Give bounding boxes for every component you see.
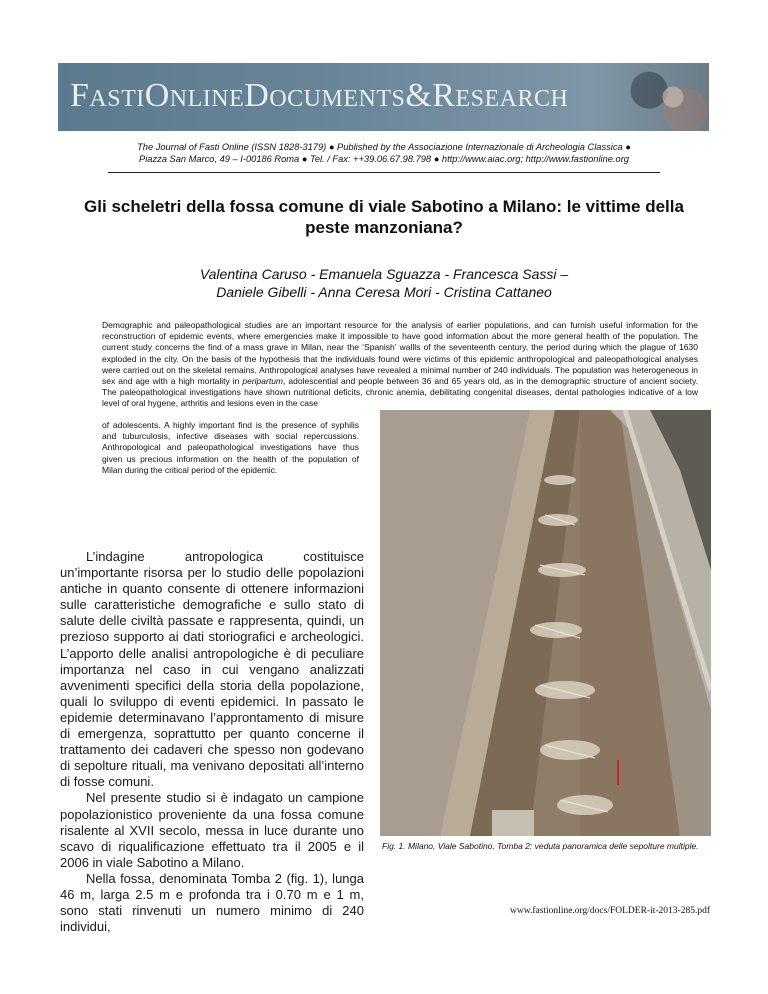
body-paragraph-3: Nella fossa, denominata Tomba 2 (fig. 1), lunga 46 m, larga 2.5 m e profonda tra i 0.70 m e 1 m, sono stati rinvenuti un numero minimo di 240 individui, <box>60 870 364 935</box>
abstract-text-1: Demographic and paleopathological studies are an important resource for the analysis of earlier populations, and can furnish useful information for the reconstruction of epidemic events, where emergencies make it impossible to have good information about the more general health of the population. The current study concerns the find of a mass grave in Milan, near the ‘Spanish’ wallls of the seventeenth century, the period during which the plague of 1630 exploded in the city. On the basis of the hypothesis that the individuals found were victims of this epidemic anthropological and paleopathological analyses were carried out on the skeletal remains. Anthropological analyses have revealed a minimal number of 240 individuals. The population was heterogeneous in sex and age with a high mortality in <box>102 320 698 387</box>
authors-line-2: Daniele Gibelli - Anna Ceresa Mori - Cristina Cattaneo <box>216 284 552 300</box>
journal-info-line-1: The Journal of Fasti Online (ISSN 1828-3179) ● Published by the Associazione Internazionale di Archeologia Classica ● <box>137 142 631 152</box>
banner-decoration <box>589 63 709 131</box>
body-text <box>60 549 364 935</box>
abstract-continued: of adolescents. A highly important find is the presence of syphilis and tuburculosis, infective diseases with social repercussions. Anthropological and paleopathological investigations have thus given us precious information on the health of the population of Milan during the critical period of the epidemic. <box>102 420 359 475</box>
body-paragraph-1: L’indagine antropologica costituisce un’importante risorsa per lo studio delle popolazioni antiche in quanto consente di ottenere informazioni sulle caratteristiche demografiche e sullo stato di salute delle civiltà passate e rappresenta, quindi, un prezioso supporto ai dati storiografici e archeologici. L’apporto delle analisi antropologiche è di peculiare importanza nel caso in cui vengano analizzati avvenimenti specifici della storia della popolazione, quali lo sviluppo di eventi epidemici. In passato le epidemie determinavano l’approntamento di misure di emergenza, soprattutto per quanto concerne il trattamento dei cadaveri che spesso non godevano di sepolture rituali, ma venivano depositati all’interno di fosse comuni. <box>60 549 364 790</box>
abstract-italic-term: peripartum <box>242 376 284 387</box>
header-divider <box>108 172 660 173</box>
article-title-line-2: peste manzoniana? <box>305 218 463 237</box>
figure-caption: Fig. 1. Milano, Viale Sabotino, Tomba 2: veduta panoramica delle sepolture multiple. <box>382 841 699 851</box>
journal-info-line-2: Piazza San Marco, 49 – I-00186 Roma ● Tel. / Fax: ++39.06.67.98.798 ● http://www.aiac.org; http://www.fastionline.org <box>139 154 629 164</box>
journal-banner <box>58 63 709 131</box>
authors-line-1: Valentina Caruso - Emanuela Sguazza - Francesca Sassi – <box>199 266 569 282</box>
journal-info <box>0 141 768 165</box>
excavation-photo-illustration <box>380 410 711 836</box>
footer-url[interactable]: www.fastionline.org/docs/FOLDER-it-2013-285.pdf <box>509 906 710 916</box>
body-paragraph-2: Nel presente studio si è indagato un campione popolazionistico proveniente da una fossa comune risalente al XVII secolo, messa in luce durante uno scavo di riqualificazione effettuato tra il 2005 e il 2006 in viale Sabotino a Milano. <box>60 790 364 870</box>
article-title <box>60 196 708 238</box>
article-title-line-1: Gli scheletri della fossa comune di viale Sabotino a Milano: le vittime della <box>84 197 684 216</box>
article-authors <box>60 265 708 301</box>
abstract-text-2: , adolescential and people between 36 and 65 years old, as in the demographic structure of ancient society. The paleopathological investigations have shown nutritional deficits, chronic anemia, debilitating congenital diseases, dental pathologies indicative of a low level of oral hygene, arthritis and lesions even in the case <box>102 376 698 409</box>
abstract <box>102 320 698 410</box>
banner-title: FastiOnlineDocuments&Research <box>70 77 569 114</box>
excavation-photo <box>380 410 711 836</box>
